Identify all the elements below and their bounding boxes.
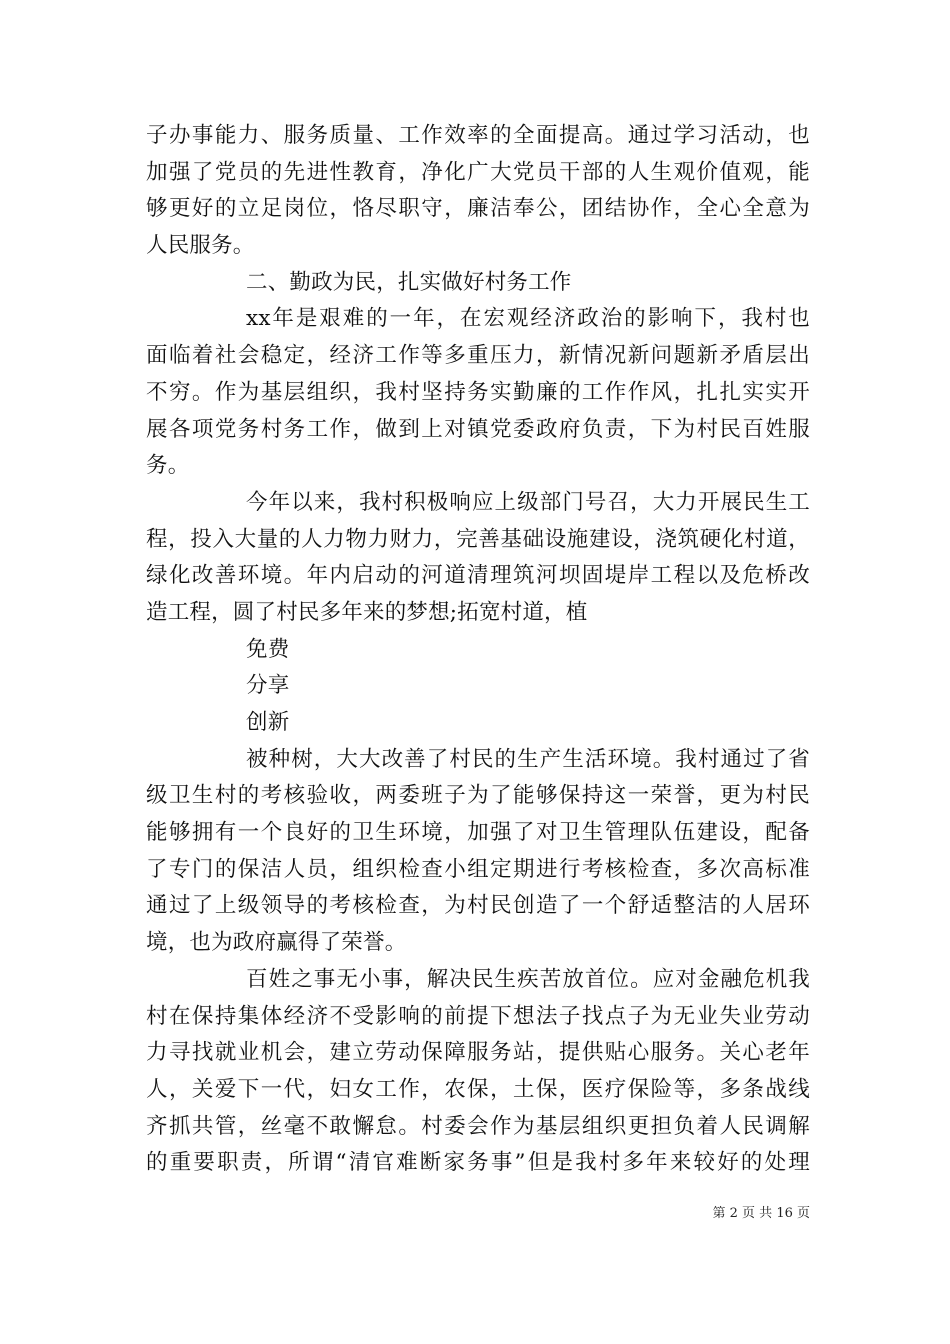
text-line: 的重要职责，所谓“清官难断家务事”但是我村多年来较好的处理 bbox=[146, 1150, 810, 1176]
text-line: 程，投入大量的人力物力财力，完善基础设施建设，浇筑硬化村道， bbox=[146, 526, 810, 552]
text-line: 人民服务。 bbox=[146, 233, 255, 259]
text-line: 级卫生村的考核验收，两委班子为了能够保持这一荣誉，更为村民 bbox=[146, 783, 810, 809]
text-line: 今年以来，我村积极响应上级部门号召，大力开展民生工 bbox=[246, 489, 810, 515]
text-line: 百姓之事无小事，解决民生疾苦放首位。应对金融危机我 bbox=[246, 966, 810, 992]
text-line: 了专门的保洁人员，组织检查小组定期进行考核检查，多次高标准 bbox=[146, 856, 810, 882]
text-line: xx年是艰难的一年，在宏观经济政治的影响下，我村也 bbox=[246, 306, 810, 332]
text-line: 齐抓共管，丝毫不敢懈怠。村委会作为基层组织更担负着人民调解 bbox=[146, 1113, 810, 1139]
text-line: 够更好的立足岗位，恪尽职守，廉洁奉公，团结协作，全心全意为 bbox=[146, 196, 810, 222]
text-line: 绿化改善环境。年内启动的河道清理筑河坝固堤岸工程以及危桥改 bbox=[146, 563, 810, 589]
text-line: 人，关爱下一代，妇女工作，农保，土保，医疗保险等，多条战线 bbox=[146, 1076, 810, 1102]
text-line: 务。 bbox=[146, 453, 190, 479]
section-heading: 二、勤政为民，扎实做好村务工作 bbox=[246, 269, 572, 295]
text-line: 创新 bbox=[246, 710, 290, 735]
text-line: 被种树，大大改善了村民的生产生活环境。我村通过了省 bbox=[246, 746, 810, 772]
text-line: 通过了上级领导的考核检查，为村民创造了一个舒适整洁的人居环 bbox=[146, 893, 810, 919]
text-line: 免费 bbox=[246, 636, 290, 662]
text-line: 面临着社会稳定，经济工作等多重压力，新情况新问题新矛盾层出 bbox=[146, 343, 810, 369]
text-line: 子办事能力、服务质量、工作效率的全面提高。通过学习活动，也 bbox=[146, 123, 810, 148]
page-number: 第 2 页 共 16 页 bbox=[712, 1206, 810, 1221]
text-line: 展各项党务村务工作，做到上对镇党委政府负责，下为村民百姓服 bbox=[146, 416, 810, 442]
text-line: 分享 bbox=[246, 673, 290, 699]
text-line: 村在保持集体经济不受影响的前提下想法子找点子为无业失业劳动 bbox=[146, 1003, 810, 1029]
text-line: 加强了党员的先进性教育，净化广大党员干部的人生观价值观，能 bbox=[146, 159, 810, 185]
text-line: 能够拥有一个良好的卫生环境，加强了对卫生管理队伍建设，配备 bbox=[146, 820, 810, 846]
text-line: 境，也为政府赢得了荣誉。 bbox=[146, 930, 407, 956]
text-line: 造工程，圆了村民多年来的梦想;拓宽村道，植 bbox=[146, 599, 588, 625]
text-line: 不穷。作为基层组织，我村坚持务实勤廉的工作作风，扎扎实实开 bbox=[146, 379, 810, 405]
body-text bbox=[146, 118, 810, 1182]
text-line: 力寻找就业机会，建立劳动保障服务站，提供贴心服务。关心老年 bbox=[146, 1040, 810, 1066]
